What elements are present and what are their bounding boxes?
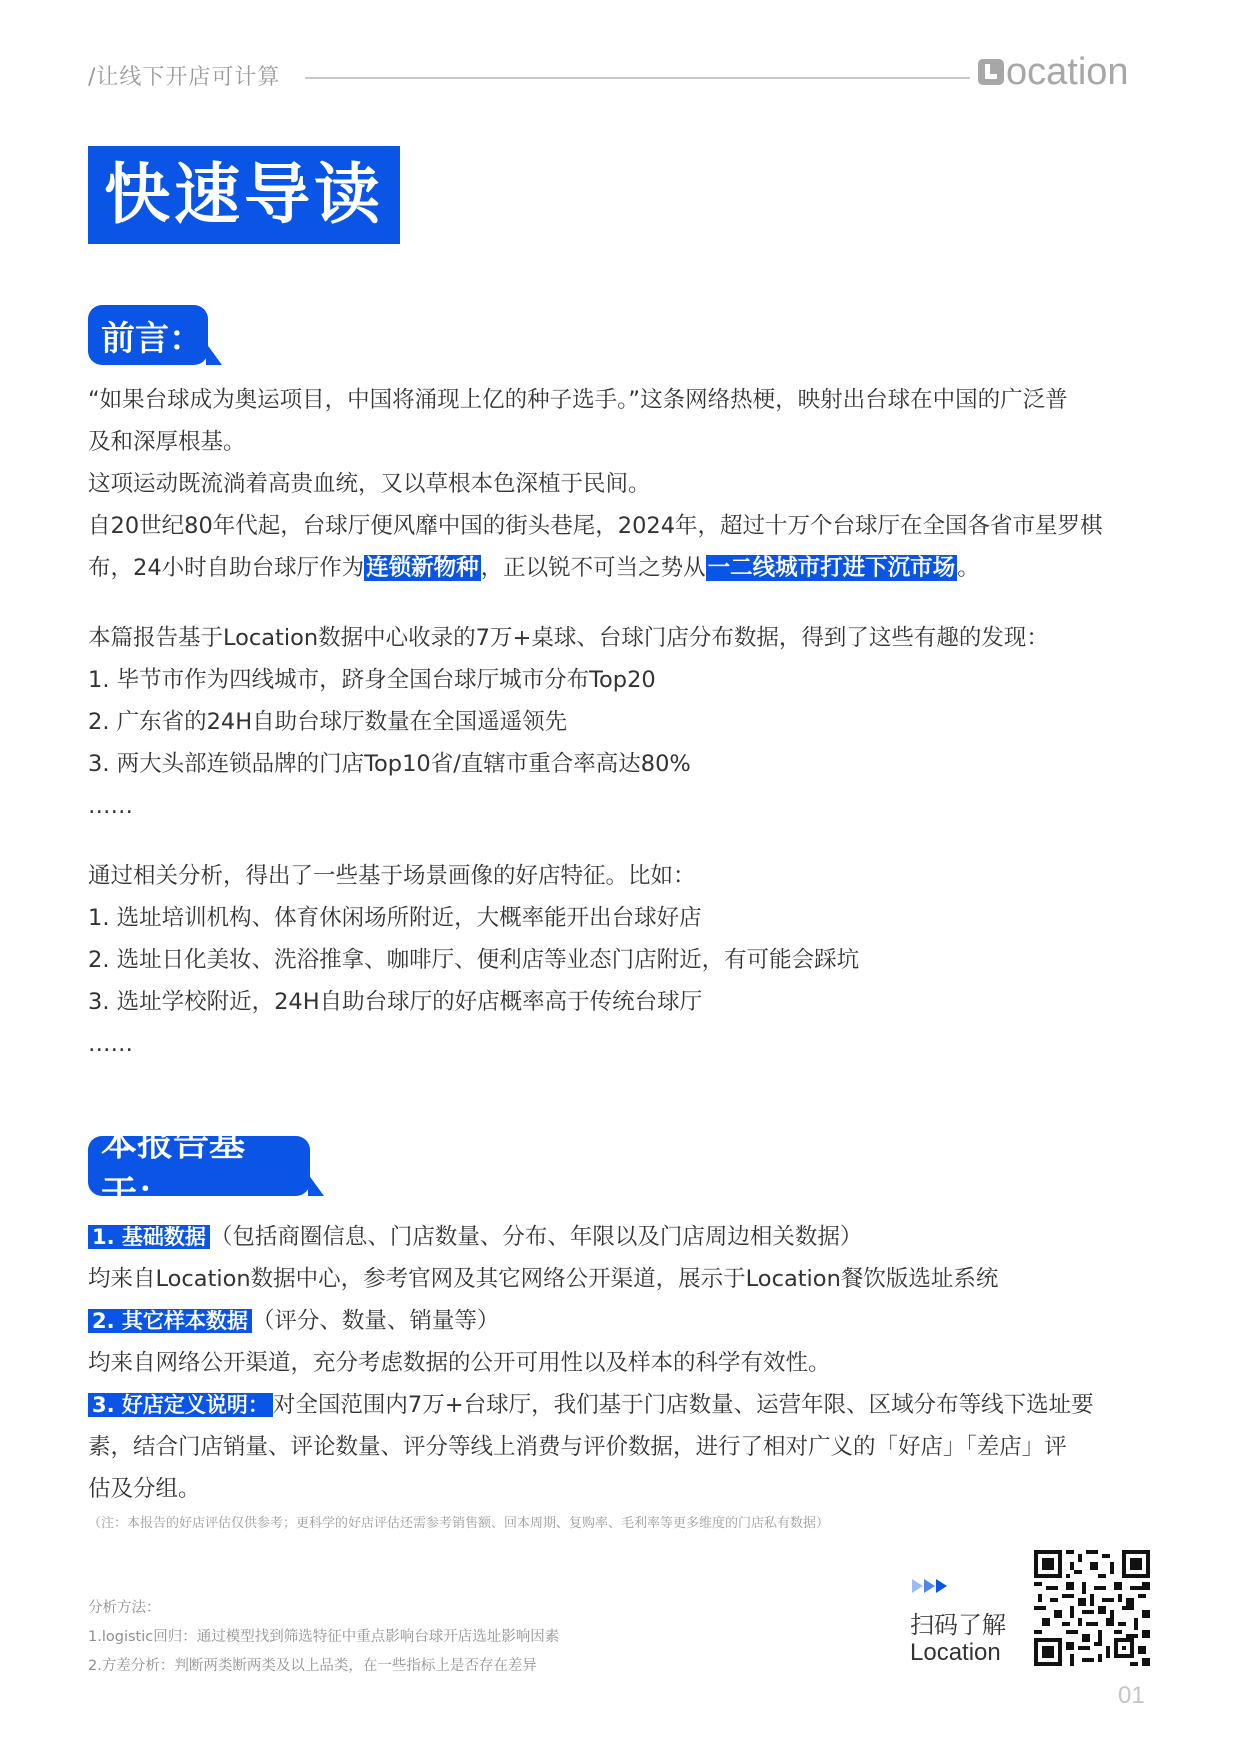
section-heading-basis-label: 本报告基于： [101,1123,246,1215]
ellipsis: …… [88,793,133,819]
preface-line: “如果台球成为奥运项目，中国将涌现上亿的种子选手。”这条网络热梗，映射出台球在中国的广泛普 [88,387,1068,413]
finding-item: 2. 广东省的24H自助台球厅数量在全国遥遥领先 [88,709,568,735]
basis-item-2-paren: （评分、数量、销量等） [251,1308,500,1334]
basis-item-1 [88,1223,862,1251]
feature-item: 2. 选址日化美妆、洗浴推拿、咖啡厅、便利店等业态门店附近，有可能会踩坑 [88,947,860,973]
method-item: 2.方差分析：判断两类断两类及以上品类，在一些指标上是否存在差异 [88,1658,537,1674]
basis-item-3-text: 素，结合门店销量、评论数量、评分等线上消费与评价数据，进行了相对广义的「好店」「差店」评 [88,1434,1067,1460]
finding-item: 1. 毕节市作为四线城市，跻身全国台球厅城市分布Top20 [88,667,656,693]
preface-line: 自20世纪80年代起，台球厅便风靡中国的街头巷尾，2024年，超过十万个台球厅在全国各省市星罗棋 [88,513,1103,539]
feature-item: 3. 选址学校附近，24H自助台球厅的好店概率高于传统台球厅 [88,989,703,1015]
basis-item-3-text: 对全国范围内7万+台球厅，我们基于门店数量、运营年限、区域分布等线下选址要 [272,1392,1094,1418]
qr-code[interactable] [1034,1550,1150,1666]
features-intro: 通过相关分析，得出了一些基于场景画像的好店特征。比如： [88,863,696,889]
basis-item-3-text: 估及分组。 [88,1476,201,1502]
page-number: 01 [1118,1682,1145,1709]
finding-item: 3. 两大头部连锁品牌的门店Top10省/直辖市重合率高达80% [88,751,691,777]
findings-intro: 本篇报告基于Location数据中心收录的7万+桌球、台球门店分布数据，得到了这些有趣的发现： [88,625,1049,651]
preface-text: ，正以锐不可当之势从 [480,555,706,581]
logo-text: ocation [1006,51,1129,93]
preface-text: 。 [957,555,980,581]
section-heading-preface-label: 前言： [101,318,203,359]
header-tagline: /让线下开店可计算 [88,65,281,90]
tag-tail-shape [206,343,222,365]
basis-tag-sample-data: 2. 其它样本数据 [88,1309,252,1333]
location-logo-icon [978,59,1004,85]
feature-item: 1. 选址培训机构、体育休闲场所附近，大概率能开出台球好店 [88,905,702,931]
method-item: 1.logistic回归：通过模型找到筛选特征中重点影响台球开店选址影响因素 [88,1629,560,1645]
highlight-chain-species: 连锁新物种 [366,555,479,581]
section-heading-preface [88,305,208,365]
basis-item-3 [88,1391,1094,1419]
basis-note: （注：本报告的好店评估仅供参考；更科学的好店评估还需参考销售额、回本周期、复购率、毛利率等更多维度的门店私有数据） [88,1516,830,1531]
method-heading: 分析方法： [88,1600,161,1616]
basis-item-2 [88,1307,499,1335]
scan-label: 扫码了解 [910,1611,1006,1639]
arrow-triangles-icon [912,1579,947,1593]
basis-tag-basic-data: 1. 基础数据 [88,1225,210,1249]
preface-line: 这项运动既流淌着高贵血统，又以草根本色深植于民间。 [88,471,651,497]
preface-line [88,554,980,582]
page-title: 快速导读 [88,146,400,244]
section-heading-basis [88,1123,310,1215]
header-divider [305,77,970,79]
preface-text: 布，24小时自助台球厅作为 [88,555,365,581]
preface-line: 及和深厚根基。 [88,429,246,455]
basis-item-1-desc: 均来自Location数据中心，参考官网及其它网络公开渠道，展示于Location餐饮版选址系统 [88,1266,999,1292]
ellipsis: …… [88,1031,133,1057]
highlight-lower-tier-market: 一二线城市打进下沉市场 [707,555,956,581]
scan-label-brand: Location [910,1639,1001,1666]
tag-tail-shape [308,1174,324,1196]
basis-item-2-desc: 均来自网络公开渠道，充分考虑数据的公开可用性以及样本的科学有效性。 [88,1350,831,1376]
location-logo [978,52,1129,92]
basis-tag-good-store-definition: 3. 好店定义说明： [88,1393,273,1417]
basis-item-1-paren: （包括商圈信息、门店数量、分布、年限以及门店周边相关数据） [209,1224,863,1250]
